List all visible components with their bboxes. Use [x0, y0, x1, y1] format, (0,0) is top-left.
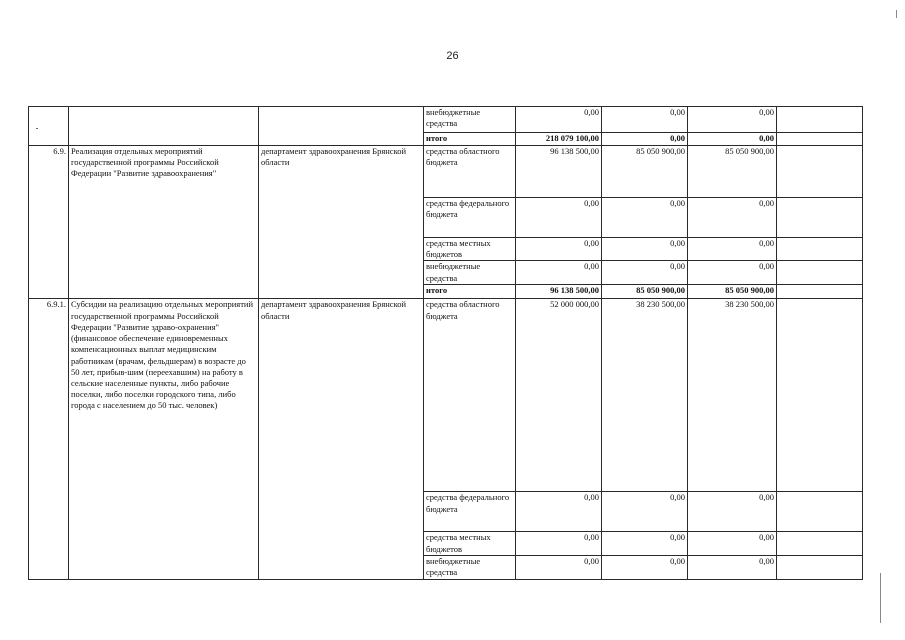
empty-cell — [777, 198, 863, 238]
amount-year-3: 85 050 900,00 — [688, 146, 777, 198]
amount-year-3: 0,00 — [688, 238, 777, 261]
executor: департамент здравоохранения Брянской области — [259, 299, 424, 579]
amount-year-1: 96 138 500,00 — [516, 146, 602, 198]
amount-year-2: 0,00 — [602, 261, 688, 285]
amount-year-2: 85 050 900,00 — [602, 285, 688, 299]
amount-year-1: 0,00 — [516, 198, 602, 238]
amount-year-3: 0,00 — [688, 261, 777, 285]
amount-year-3: 0,00 — [688, 107, 777, 133]
empty-cell — [777, 133, 863, 146]
amount-year-3: 0,00 — [688, 555, 777, 579]
funding-source: итого — [424, 133, 516, 146]
amount-year-1: 0,00 — [516, 492, 602, 532]
amount-year-3: 0,00 — [688, 198, 777, 238]
activity-name: Субсидии на реализацию отдельных мероприятий государственной программы Российской Федерации "Развитие здраво-охранения" (финансовое обеспечение единовременных компенсационных выплат медицинским работникам (врачам, фельдшерам) в возрасте до 50 лет, прибыв-шим (переехавшим) на работу в сельские населенные пункты, либо рабочие поселки, либо поселки городского типа, либо города с населением до 50 тыс. человек) — [69, 299, 259, 579]
amount-year-2: 0,00 — [602, 198, 688, 238]
amount-year-2: 0,00 — [602, 555, 688, 579]
funding-source: итого — [424, 285, 516, 299]
empty-cell — [777, 285, 863, 299]
amount-year-1: 52 000 000,00 — [516, 299, 602, 492]
empty-cell — [777, 555, 863, 579]
table-row — [29, 299, 863, 492]
amount-year-2: 0,00 — [602, 107, 688, 133]
amount-year-3: 0,00 — [688, 532, 777, 555]
amount-year-2: 0,00 — [602, 532, 688, 555]
amount-year-1: 218 079 100,00 — [516, 133, 602, 146]
amount-year-3: 85 050 900,00 — [688, 285, 777, 299]
table-row — [29, 107, 863, 133]
activity-name: Реализация отдельных мероприятий государственной программы Российской Федерации "Развитие здравоохранения" — [69, 146, 259, 299]
funding-source: внебюджетные средства — [424, 555, 516, 579]
funding-source: внебюджетные средства — [424, 261, 516, 285]
empty-cell — [777, 299, 863, 492]
budget-table — [28, 106, 863, 580]
amount-year-1: 0,00 — [516, 532, 602, 555]
funding-source: средства местных бюджетов — [424, 532, 516, 555]
activity-name — [69, 107, 259, 146]
amount-year-2: 38 230 500,00 — [602, 299, 688, 492]
amount-year-1: 0,00 — [516, 238, 602, 261]
amount-year-3: 38 230 500,00 — [688, 299, 777, 492]
amount-year-2: 85 050 900,00 — [602, 146, 688, 198]
funding-source: средства федерального бюджета — [424, 492, 516, 532]
amount-year-1: 0,00 — [516, 107, 602, 133]
row-number: 6.9.1. — [29, 299, 69, 579]
funding-source: средства областного бюджета — [424, 299, 516, 492]
amount-year-3: 0,00 — [688, 492, 777, 532]
amount-year-1: 0,00 — [516, 261, 602, 285]
row-number — [29, 107, 69, 146]
amount-year-2: 0,00 — [602, 133, 688, 146]
empty-cell — [777, 146, 863, 198]
amount-year-2: 0,00 — [602, 238, 688, 261]
empty-cell — [777, 107, 863, 133]
funding-source: средства федерального бюджета — [424, 198, 516, 238]
scan-speck — [36, 128, 38, 129]
row-number: 6.9. — [29, 146, 69, 299]
amount-year-2: 0,00 — [602, 492, 688, 532]
amount-year-1: 96 138 500,00 — [516, 285, 602, 299]
executor — [259, 107, 424, 146]
scan-edge-mark — [880, 573, 881, 623]
empty-cell — [777, 261, 863, 285]
scan-edge-mark — [896, 10, 897, 18]
amount-year-3: 0,00 — [688, 133, 777, 146]
table-row — [29, 146, 863, 198]
empty-cell — [777, 238, 863, 261]
empty-cell — [777, 492, 863, 532]
funding-source: внебюджетные средства — [424, 107, 516, 133]
executor: департамент здравоохранения Брянской области — [259, 146, 424, 299]
funding-source: средства областного бюджета — [424, 146, 516, 198]
funding-source: средства местных бюджетов — [424, 238, 516, 261]
empty-cell — [777, 532, 863, 555]
page-number: 26 — [446, 50, 459, 62]
amount-year-1: 0,00 — [516, 555, 602, 579]
